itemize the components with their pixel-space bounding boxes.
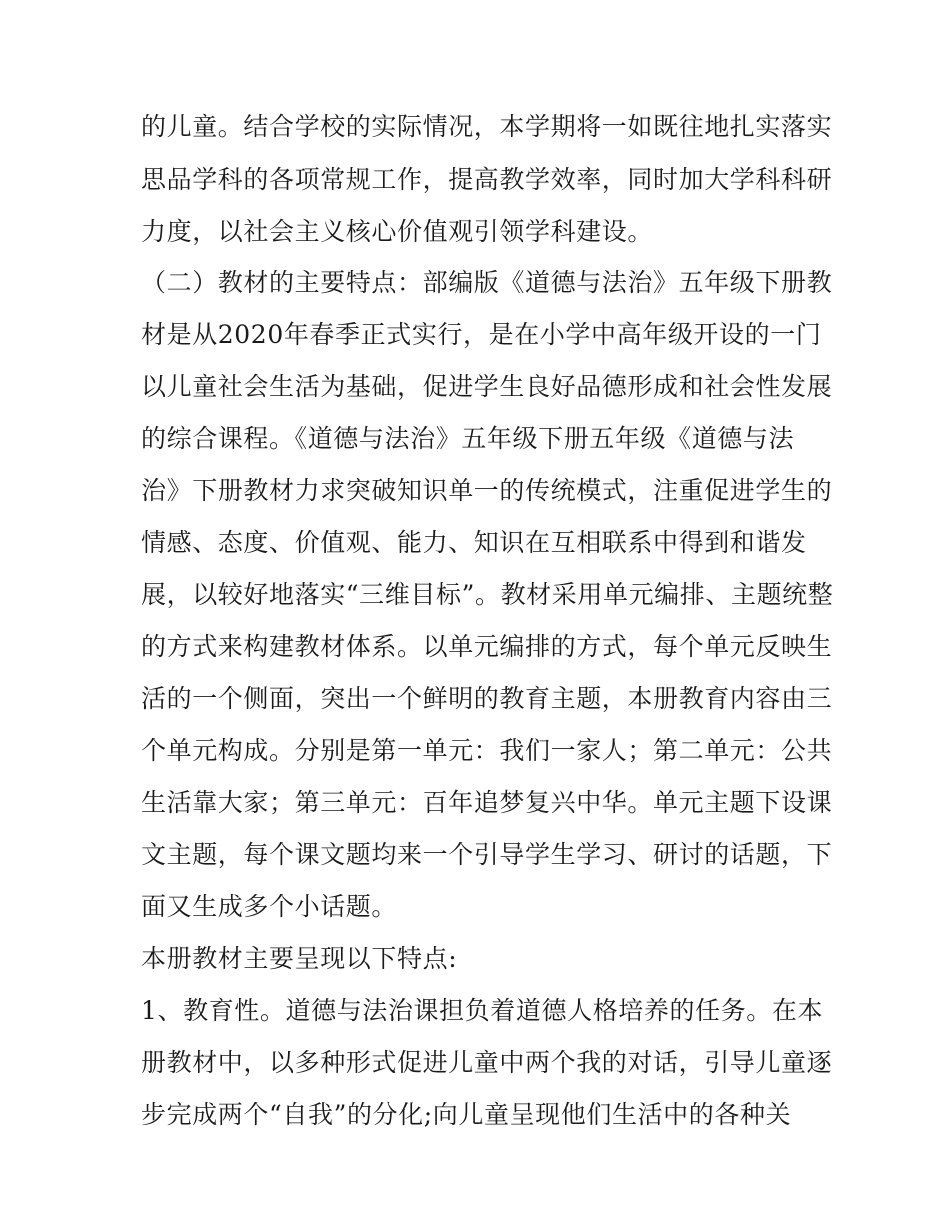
text-line: 1、教育性。道德与法治课担负着道德人格培养的任务。在本	[141, 996, 824, 1025]
text-line: 材是从2020年春季正式实行，是在小学中高年级开设的一门	[141, 320, 822, 349]
text-line: 面又生成多个小话题。	[141, 892, 398, 921]
text-line: 治》下册教材力求突破知识单一的传统模式，注重促进学生的	[141, 476, 833, 505]
text-line: 生活靠大家；第三单元：百年追梦复兴中华。单元主题下设课	[141, 788, 833, 817]
text-line: 个单元构成。分别是第一单元：我们一家人；第二单元：公共	[141, 736, 833, 765]
text-line: 展，以较好地落实“三维目标”。教材采用单元编排、主题统整	[141, 580, 834, 609]
text-line: 活的一个侧面，突出一个鲜明的教育主题，本册教育内容由三	[141, 684, 833, 713]
text-line: 本册教材主要呈现以下特点:	[141, 944, 458, 973]
text-line: 力度，以社会主义核心价值观引领学科建设。	[141, 217, 654, 246]
text-line: 的方式来构建教材体系。以单元编排的方式，每个单元反映生	[141, 632, 833, 661]
text-line: 以儿童社会生活为基础，促进学生良好品德形成和社会性发展	[141, 372, 833, 401]
text-line: 的儿童。结合学校的实际情况，本学期将一如既往地扎实落实	[141, 112, 833, 141]
text-line: 的综合课程。《道德与法治》五年级下册五年级《道德与法	[141, 424, 795, 453]
text-line: 情感、态度、价值观、能力、知识在互相联系中得到和谐发	[141, 528, 807, 557]
text-line: 步完成两个“自我”的分化;向儿童呈现他们生活中的各种关	[141, 1100, 792, 1129]
text-line: 文主题，每个课文题均来一个引导学生学习、研讨的话题，下	[141, 840, 833, 869]
text-line: （二）教材的主要特点：部编版《道德与法治》五年级下册教	[141, 268, 833, 297]
text-line: 思品学科的各项常规工作，提高教学效率，同时加大学科科研	[141, 165, 833, 194]
text-line: 册教材中，以多种形式促进儿童中两个我的对话，引导儿童逐	[141, 1048, 833, 1077]
